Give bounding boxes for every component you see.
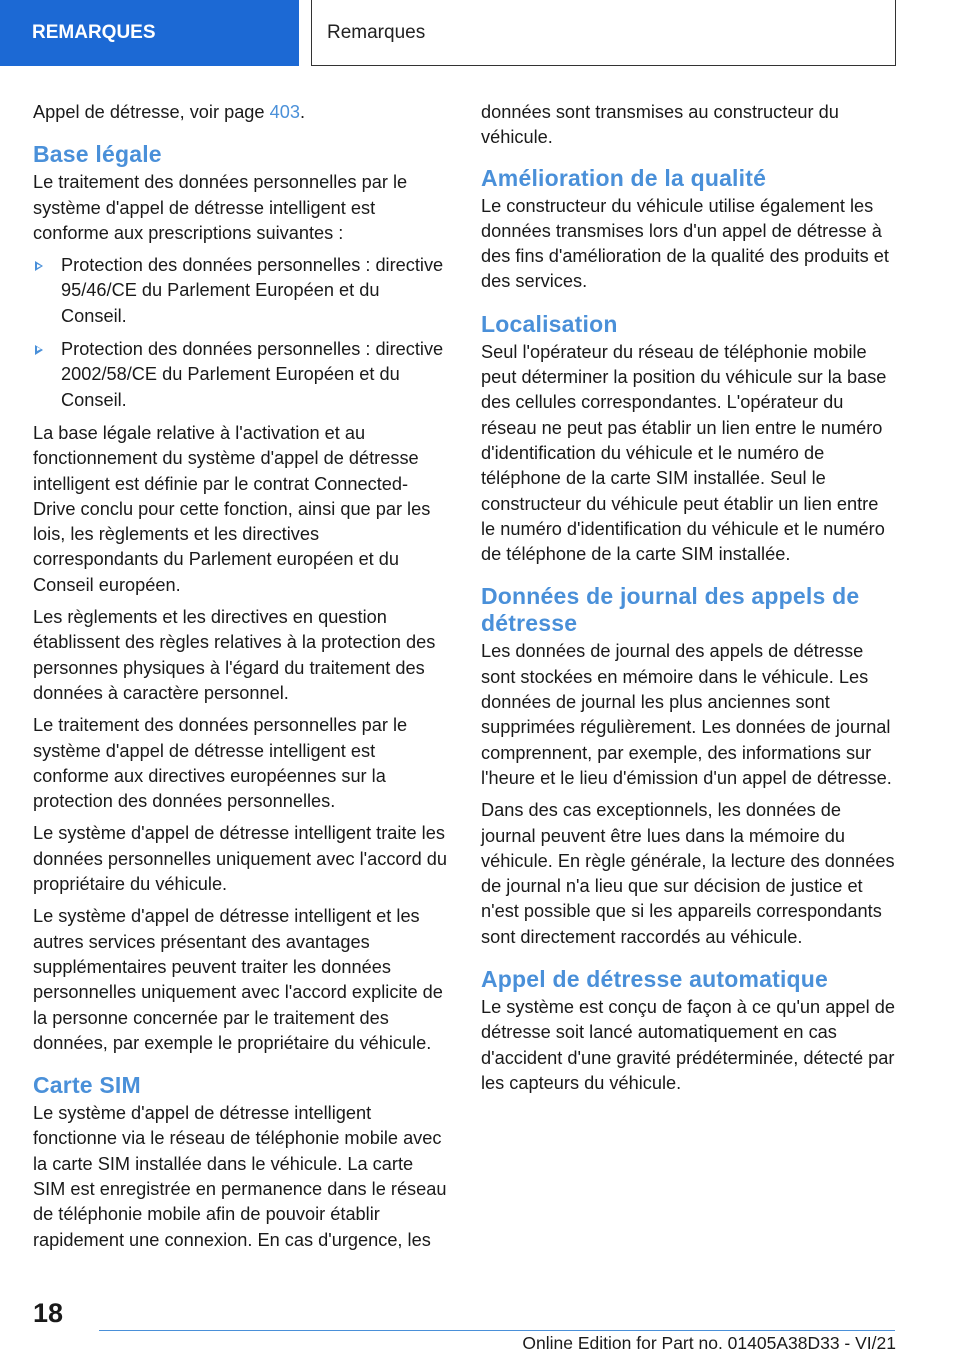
bullet-list	[33, 253, 448, 413]
intro-paragraph: Appel de détresse, voir page 403.	[33, 102, 306, 122]
paragraph: Les données de journal des appels de détresse sont stockées en mémoire dans le véhicule. Les données de journal les plus anciennes sont supprimées régulièrement. Les données de journal comprennent, par exemple, des informations sur l'heure et le lieu d'émission d'un appel de détresse.	[481, 641, 892, 788]
heading-journal: Données de journal des appels de détresse	[481, 583, 860, 637]
heading-automatique: Appel de détresse automatique	[481, 966, 829, 993]
paragraph: Le système d'appel de détresse intelligent traite les données personnelles uniquement avec l'accord du propriétaire du véhicule.	[33, 823, 447, 895]
left-column	[33, 100, 448, 1260]
paragraph: Seul l'opérateur du réseau de téléphonie mobile peut déterminer la position du véhicule sur la base des cellules correspondantes. L'opérateur du réseau ne peut pas établir un lien entre le numéro d'identification du véhicule et le numéro de téléphone de la carte SIM installée. Seul le constructeur du véhicule peut établir un lien entre le numéro d'identification du véhicule et le numéro de téléphone de la carte SIM installée.	[481, 341, 887, 565]
paragraph: Le traitement des données personnelles par le système d'appel de détresse intelligent est conforme aux prescriptions suivantes :	[33, 172, 408, 243]
list-item: Protection des données personnelles : directive 2002/58/CE du Parlement Européen et du Conseil.	[33, 337, 448, 413]
heading-carte-sim: Carte SIM	[33, 1072, 141, 1099]
paragraph: Le traitement des données personnelles par le système d'appel de détresse intelligent est conforme aux directives européennes sur la protection des données personnelles.	[33, 715, 408, 812]
page-number: 18	[33, 1298, 64, 1328]
paragraph: La base légale relative à l'activation et au fonctionnement du système d'appel de détresse intelligent est définie par le contrat Connected-Drive conclu pour cette fonction, ainsi que par les lois, les règlements et les directives correspondants du Parlement européen et du Conseil européen.	[33, 422, 431, 595]
footer-edition: Online Edition for Part no. 01405A38D33 - VI/21	[522, 1333, 896, 1353]
chapter-title: REMARQUES	[32, 22, 156, 43]
section-header	[311, 0, 896, 66]
paragraph: Le système d'appel de détresse intelligent et les autres services présentant des avantages supplémentaires peuvent traiter les données personnelles uniquement avec l'accord explicite de la personne concernée par le traitement des données, par exemple le propriétaire du véhicule.	[33, 906, 443, 1053]
footer-divider	[99, 1330, 895, 1331]
page-link[interactable]: 403	[269, 102, 300, 122]
chapter-tab[interactable]	[0, 0, 299, 66]
paragraph: données sont transmises au constructeur du véhicule.	[481, 102, 839, 148]
right-column	[481, 100, 896, 1103]
heading-base-legale: Base légale	[33, 141, 162, 168]
heading-qualite: Amélioration de la qualité	[481, 164, 767, 191]
triangle-bullet-icon	[35, 345, 43, 355]
paragraph: Le système d'appel de détresse intelligent fonctionne via le réseau de téléphonie mobile avec la carte SIM installée dans le véhicule. La carte SIM est enregistrée en permanence dans le réseau de téléphonie mobile afin de pouvoir établir rapidement une connexion. En cas d'urgence, les	[33, 1103, 447, 1250]
triangle-bullet-icon	[35, 261, 43, 271]
paragraph: Le constructeur du véhicule utilise également les données transmises lors d'un appel de détresse à des fins d'amélioration de la qualité des produits et des services.	[481, 195, 889, 292]
heading-localisation: Localisation	[481, 310, 618, 337]
paragraph: Les règlements et les directives en question établissent des règles relatives à la protection des personnes physiques à l'égard du traitement des données à caractère personnel.	[33, 607, 436, 703]
section-title: Remarques	[327, 21, 426, 43]
list-item: Protection des données personnelles : directive 95/46/CE du Parlement Européen et du Conseil.	[33, 253, 448, 329]
paragraph: Le système est conçu de façon à ce qu'un appel de détresse soit lancé automatiquement en cas d'accident d'une gravité prédéterminée, détecté par les capteurs du véhicule.	[481, 997, 895, 1093]
paragraph: Dans des cas exceptionnels, les données de journal peuvent être lues dans la mémoire du véhicule. En règle générale, la lecture des données de journal n'a lieu que sur décision de justice et n'est possible que si les appareils correspondants sont directement raccordés au véhicule.	[481, 800, 895, 947]
